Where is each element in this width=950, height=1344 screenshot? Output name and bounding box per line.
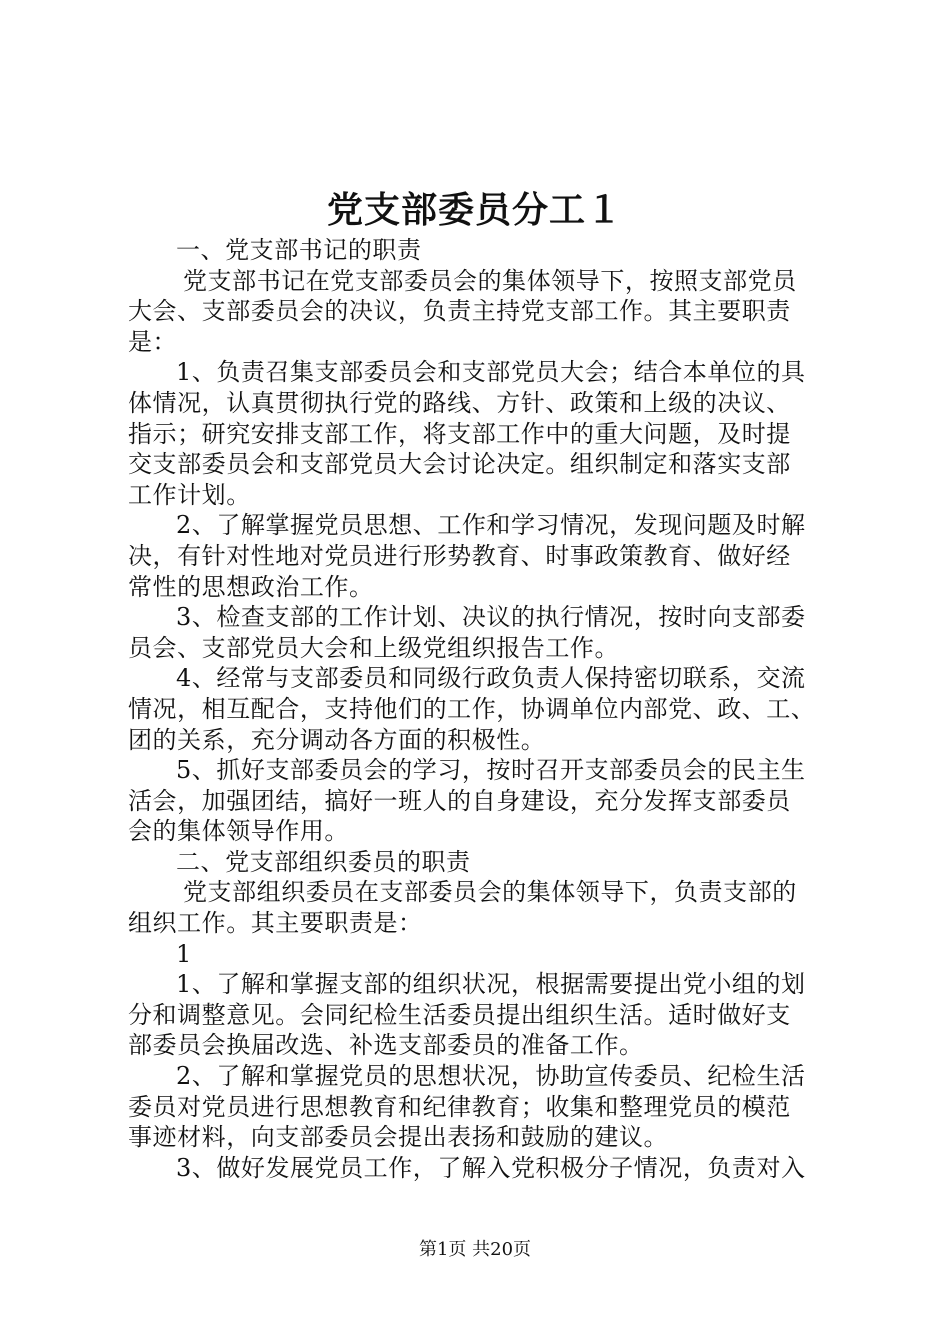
paragraph-line: 大会、支部委员会的决议，负责主持党支部工作。其主要职责 — [128, 297, 791, 326]
section-heading: 二、党支部组织委员的职责 — [176, 847, 471, 876]
paragraph-line: 2、了解掌握党员思想、工作和学习情况，发现问题及时解 — [176, 511, 806, 540]
paragraph-line: 是： — [128, 327, 178, 356]
paragraph-line: 指示；研究安排支部工作，将支部工作中的重大问题，及时提 — [128, 419, 791, 448]
paragraph-line: 1 — [176, 939, 192, 968]
paragraph-line: 事迹材料，向支部委员会提出表扬和鼓励的建议。 — [128, 1123, 669, 1152]
paragraph-line: 活会，加强团结，搞好一班人的自身建设，充分发挥支部委员 — [128, 786, 791, 815]
paragraph-line: 员会、支部党员大会和上级党组织报告工作。 — [128, 633, 619, 662]
section-heading: 一、党支部书记的职责 — [176, 236, 422, 264]
paragraph-line: 1、负责召集支部委员会和支部党员大会；结合本单位的具 — [176, 358, 806, 387]
paragraph-line: 情况，相互配合，支持他们的工作，协调单位内部党、政、工、 — [128, 694, 816, 723]
document-body — [128, 235, 834, 1183]
paragraph-line: 5、抓好支部委员会的学习，按时召开支部委员会的民主生 — [176, 756, 806, 785]
paragraph-line: 2、了解和掌握党员的思想状况，协助宣传委员、纪检生活 — [176, 1062, 806, 1091]
paragraph-line: 组织工作。其主要职责是： — [128, 909, 423, 938]
paragraph-line: 3、做好发展党员工作，了解入党积极分子情况，负责对入 — [176, 1153, 806, 1182]
paragraph-line: 党支部组织委员在支部委员会的集体领导下，负责支部的 — [183, 878, 797, 907]
paragraph-line: 体情况，认真贯彻执行党的路线、方针、政策和上级的决议、 — [128, 388, 791, 417]
paragraph-line: 1、了解和掌握支部的组织状况，根据需要提出党小组的划 — [176, 970, 806, 999]
page-footer: 第1页 共20页 — [418, 1239, 532, 1260]
paragraph-line: 3、检查支部的工作计划、决议的执行情况，按时向支部委 — [176, 603, 806, 632]
paragraph-line: 委员对党员进行思想教育和纪律教育；收集和整理党员的模范 — [128, 1092, 791, 1121]
paragraph-line: 交支部委员会和支部党员大会讨论决定。组织制定和落实支部 — [128, 450, 791, 479]
document-title: 党支部委员分工１ — [326, 189, 623, 231]
paragraph-line: 4、经常与支部委员和同级行政负责人保持密切联系，交流 — [176, 664, 806, 693]
paragraph-line: 团的关系，充分调动各方面的积极性。 — [128, 725, 546, 754]
paragraph-line: 分和调整意见。会同纪检生活委员提出组织生活。适时做好支 — [128, 1000, 791, 1029]
paragraph-line: 工作计划。 — [128, 480, 251, 509]
paragraph-line: 决，有针对性地对党员进行形势教育、时事政策教育、做好经 — [128, 541, 791, 570]
paragraph-line: 常性的思想政治工作。 — [128, 572, 374, 601]
paragraph-line: 党支部书记在党支部委员会的集体领导下，按照支部党员 — [183, 266, 797, 295]
paragraph-line: 部委员会换届改选、补选支部委员的准备工作。 — [128, 1031, 644, 1060]
paragraph-line: 会的集体领导作用。 — [128, 817, 349, 846]
